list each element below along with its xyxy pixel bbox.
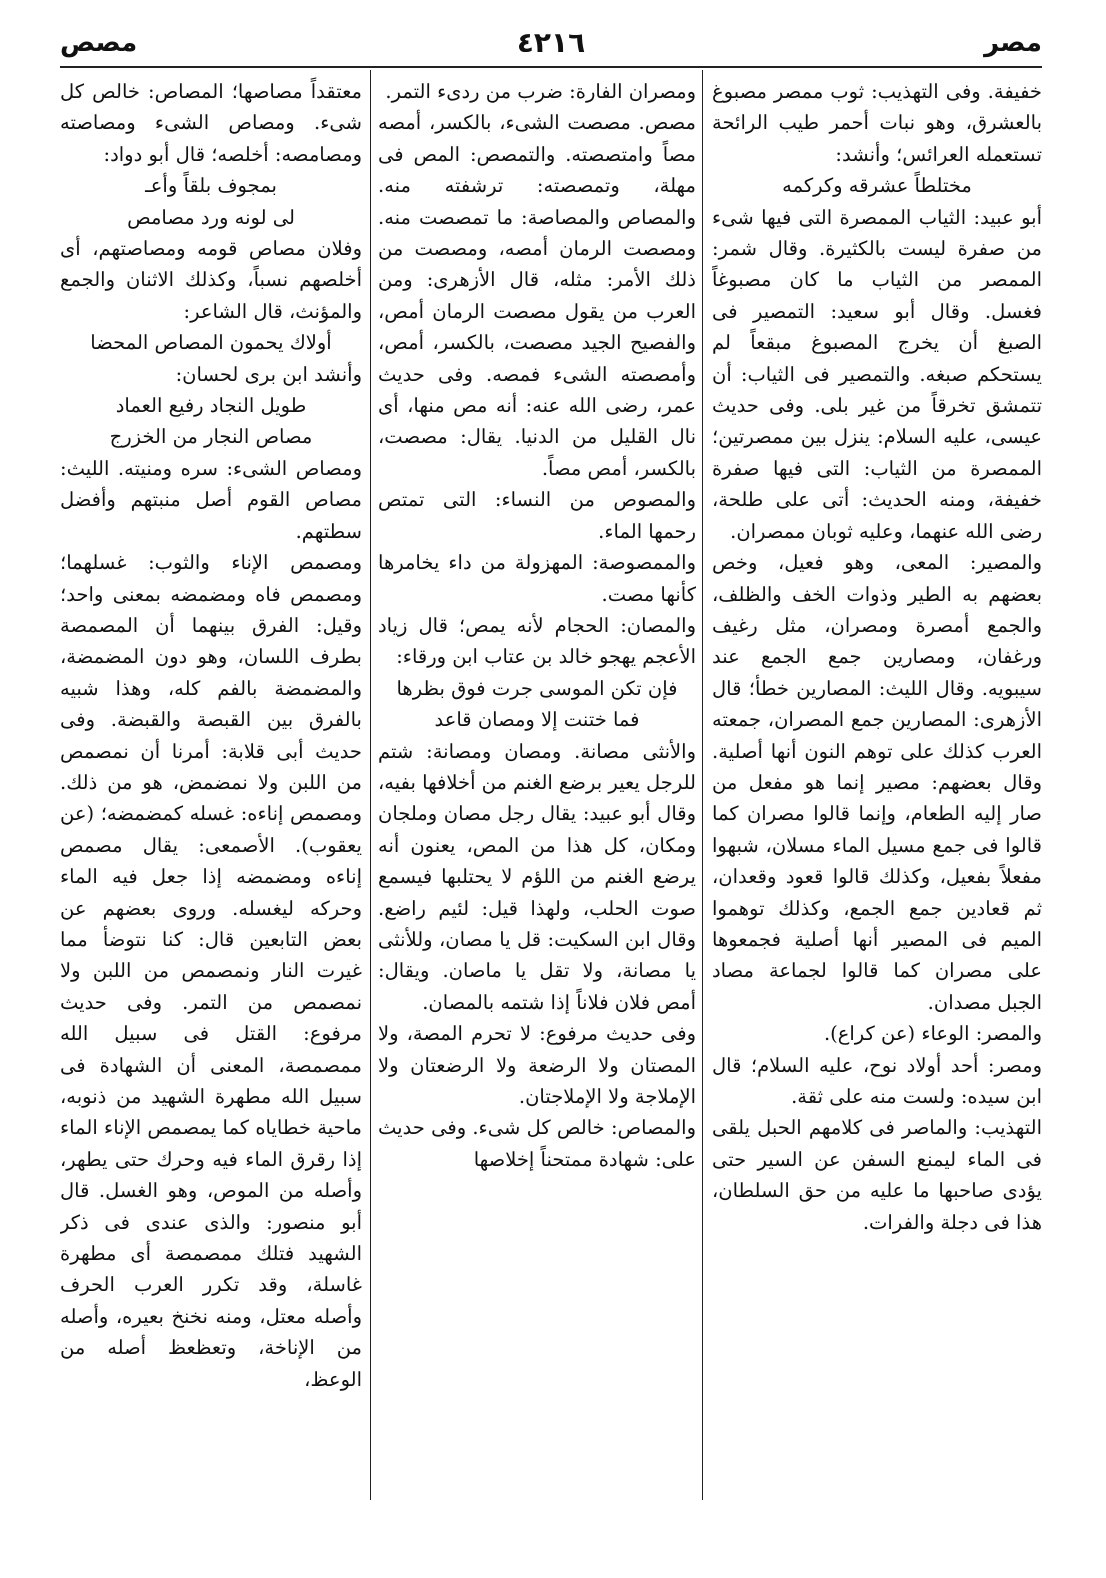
entry-paragraph: مصص. مصصت الشىء، بالكسر، أمصه مصاً وامتصصته. والتمصص: المص فى مهلة، وتمصصته: ترشفته منه. والمصاص والمصاصة: ما تمصصت منه. ومصصت الرمان أمصه، ومصصت من ذلك الأمر: مثله، قال الأزهرى: ومن العرب من يقول مصصت الرمان أمص، والفصيح الجيد مصصت، بالكسر، أمص، وأمصصته الشىء فمصه. وفى حديث عمر، رضى الله عنه: أنه مص منها، أى نال القليل من الدنيا. يقال: مصصت، بالكسر، أمص مصاً. xyxy=(378,111,696,480)
verse-line: فإن تكن الموسى جرت فوق بظرها xyxy=(396,676,678,700)
text-column-middle xyxy=(378,76,696,1496)
entry-paragraph: والمصر: الوعاء (عن كراع). xyxy=(823,1022,1042,1046)
page-number: ٤٢١٦ xyxy=(516,26,586,59)
entry-paragraph: خفيفة. وفى التهذيب: ثوب ممصر مصبوغ بالعشرق، وهو نبات أحمر طيب الرائحة تستعمله العرائس؛ وأنشد: xyxy=(712,80,1042,166)
entry-paragraph: وفى حديث مرفوع: لا تحرم المصة، ولا المصتان ولا الرضعة ولا الرضعتان ولا الإملاجة ولا الإملاجتان. xyxy=(378,1022,696,1108)
left-guide-word: مصص xyxy=(60,28,138,58)
entry-paragraph: والأنثى مصانة. ومصان ومصانة: شتم للرجل يعير برضع الغنم من أخلافها بفيه، وقال أبو عبيد: يقال رجل مصان وملجان ومكان، كل هذا من المص، يعنون أنه يرضع الغنم من اللؤم لا يحتلبها فيسمع صوت الحلب، ولهذا قيل: لئيم راضع. وقال ابن السكيت: قل يا مصان، وللأنثى يا مصانة، ولا تقل يا ماصان. ويقال: أمص فلان فلاناً إذا شتمه بالمصان. xyxy=(378,739,696,1014)
entry-paragraph: والمصاص: خالص كل شىء. وفى حديث على: شهادة ممتحناً إخلاصها xyxy=(378,1116,696,1171)
verse-line: أولاك يحمون المصاص المحضا xyxy=(90,331,332,355)
entry-paragraph: أبو عبيد: الثياب الممصرة التى فيها شىء من صفرة ليست بالكثيرة. وقال شمر: الممصر من الثياب ما كان مصبوغاً فغسل. وقال أبو سعيد: التمصير فى الصبغ أن يخرج المصبوغ مبقعاً لم يستحكم صبغه. والتمصير فى الثياب: أن تتمشق تخرقاً من غير بلى. وفى حديث عيسى، عليه السلام: ينزل بين ممصرتين؛ الممصرة من الثياب: التى فيها صفرة خفيفة، ومنه الحديث: أتى على طلحة، رضى الله عنهما، وعليه ثوبان ممصران. xyxy=(712,205,1042,543)
header-rule xyxy=(60,66,1042,68)
entry-paragraph: والمصوص من النساء: التى تمتص رحمها الماء. xyxy=(378,488,696,543)
column-divider-left xyxy=(370,70,371,1500)
verse-line: طويل النجاد رفيع العماد xyxy=(115,394,307,418)
page-header xyxy=(60,24,1042,68)
verse-line: مصاص النجار من الخزرج xyxy=(109,425,313,449)
entry-paragraph: ومصاص الشىء: سره ومنيته. الليث: مصاص القوم أصل منبتهم وأفضل سطتهم. xyxy=(60,456,362,543)
text-column-left xyxy=(60,76,362,1496)
verse-line: بمجوف بلقاً وأعـ xyxy=(145,174,277,198)
entry-paragraph: والمصير: المعى، وهو فعيل، وخص بعضهم به الطير وذوات الخف والظلف، والجمع أمصرة ومصران، مثل رغيف ورغفان، ومصارين جمع الجمع عند سيبويه. وقال الليث: المصارين خطأ؛ قال الأزهرى: المصارين جمع المصران، جمعته العرب كذلك على توهم النون أنها أصلية. وقال بعضهم: مصير إنما هو مفعل من صار إليه الطعام، وإنما قالوا مصران كما قالوا فى جمع مسيل الماء مسلان، شبهوا مفعلاً بفعيل، وكذلك قالوا قعود وقعدان، ثم قعادين جمع الجمع، وكذلك توهموا الميم فى المصير أنها أصلية فجمعوها على مصران كما قالوا لجماعة مصاد الجبل مصدان. xyxy=(712,551,1042,1014)
entry-paragraph: ومصران الفارة: ضرب من ردىء التمر. xyxy=(385,80,696,103)
entry-paragraph: التهذيب: والماصر فى كلامهم الحبل يلقى فى الماء ليمنع السفن عن السير حتى يؤدى صاحبها ما عليه من حق السلطان، هذا فى دجلة والفرات. xyxy=(712,1116,1042,1234)
text-column-right xyxy=(712,76,1042,1496)
entry-paragraph: وأنشد ابن برى لحسان: xyxy=(175,362,362,386)
entry-paragraph: ومصر: أحد أولاد نوح، عليه السلام؛ قال ابن سيده: ولست منه على ثقة. xyxy=(712,1053,1042,1108)
verse-line: فما ختنت إلا ومصان قاعد xyxy=(434,708,640,732)
column-divider-right xyxy=(702,70,703,1500)
entry-paragraph: والمصان: الحجام لأنه يمص؛ قال زياد الأعجم يهجو خالد بن عتاب ابن ورقاء: xyxy=(378,613,696,669)
entry-paragraph: والممصوصة: المهزولة من داء يخامرها كأنها مصت. xyxy=(378,551,696,606)
right-guide-word: مصر xyxy=(984,28,1042,58)
verse-line: لى لونه ورد مصامص xyxy=(127,205,295,229)
verse-line: مختلطاً عشرقه وكركمه xyxy=(782,174,972,198)
entry-paragraph: ومصمص الإناء والثوب: غسلهما؛ ومصمص فاه ومضمضه بمعنى واحد؛ وقيل: الفرق بينهما أن المصمصة بطرف اللسان، وهو دون المضمضة، والمضمضة بالفم كله، وهذا شبيه بالفرق بين القبصة والقبضة. وفى حديث أبى قلابة: أمرنا أن نمصمص من اللبن ولا نمضمض، هو من ذلك. ومصمص إناءه: غسله كمضمضه؛ (عن يعقوب). الأصمعى: يقال مصمص إناءه ومضمضه إذا جعل فيه الماء وحركه ليغسله. وروى بعضهم عن بعض التابعين قال: كنا نتوضأ مما غيرت النار ونمصمص من اللبن ولا نمصمص من التمر. وفى حديث مرفوع: القتل فى سبيل الله ممصمصة، المعنى أن الشهادة فى سبيل الله مطهرة الشهيد من ذنوبه، ماحية خطاياه كما يمصمص الإناء الماء إذا رقرق الماء فيه وحرك حتى يطهر، وأصله من الموص، وهو الغسل. قال أبو منصور: والذى عندى فى ذكر الشهيد فتلك ممصمصة أى مطهرة غاسلة، وقد تكرر العرب الحرف وأصله معتل، ومنه نخنخ بعيره، وأصله من الإناخة، وتعظعظ أصله من الوعظ، xyxy=(60,551,362,1391)
entry-paragraph: معتقداً مصاصها؛ المصاص: خالص كل شىء. ومصاص الشىء ومصاصته ومصامصه: أخلصه؛ قال أبو دواد: xyxy=(60,80,362,166)
entry-paragraph: وفلان مصاص قومه ومصاصتهم، أى أخلصهم نسباً، وكذلك الاثنان والجمع والمؤنث، قال الشاعر: xyxy=(60,237,362,323)
